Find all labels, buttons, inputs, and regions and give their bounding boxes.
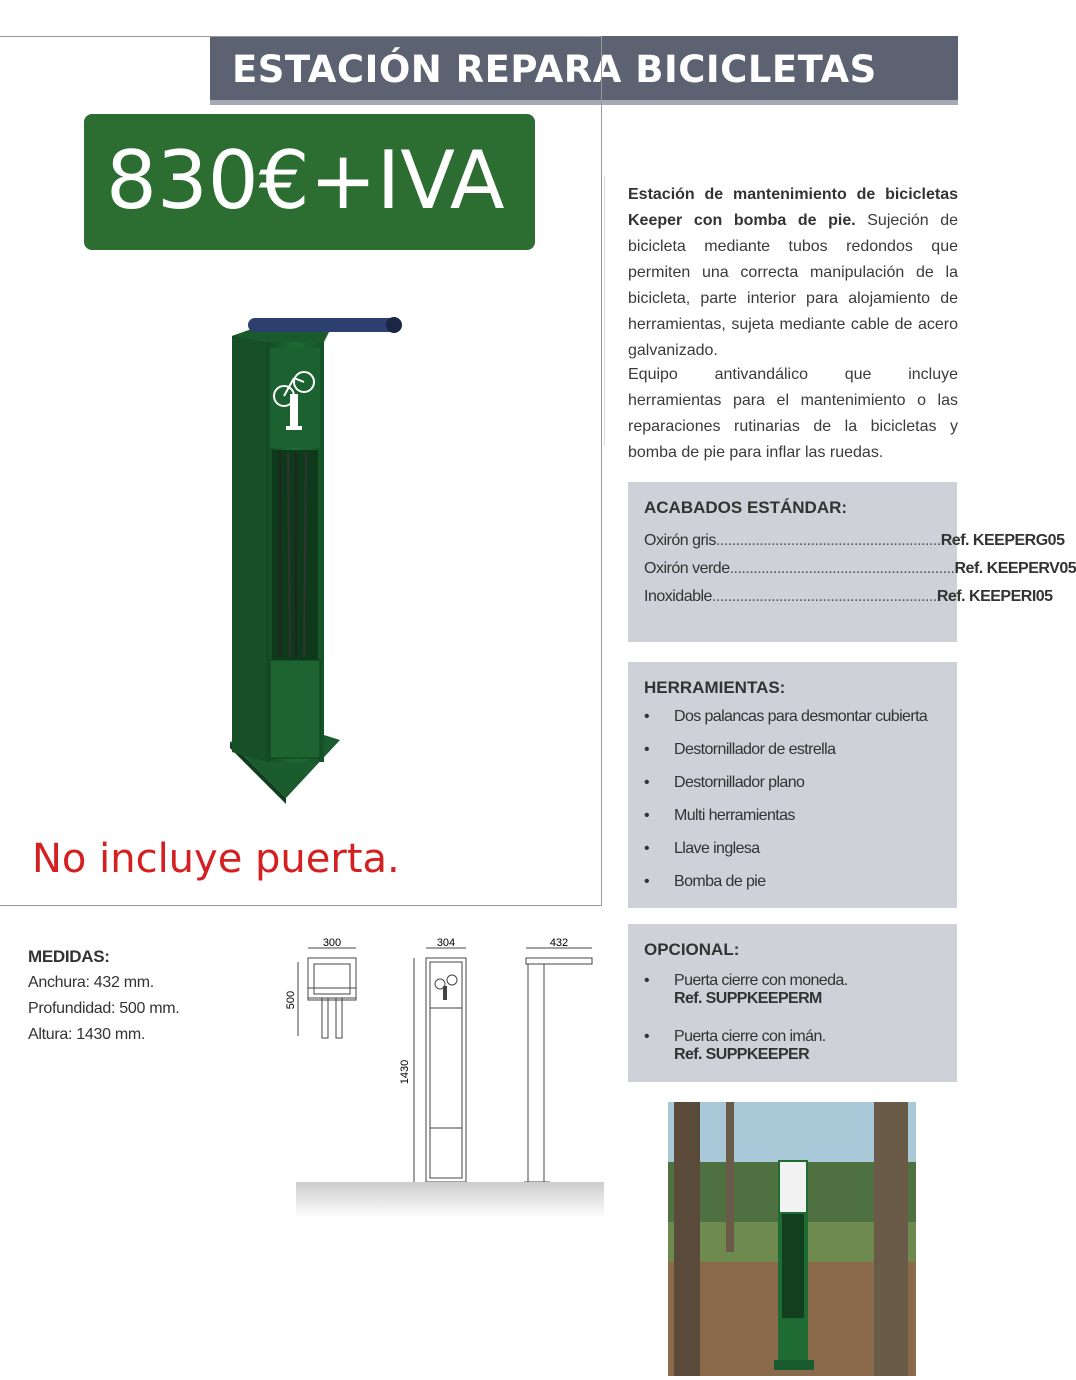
- description-p2: Equipo antivandálico que incluye herramientas para el mantenimiento o las reparaciones rutinarias de la bicicletas y bomba de pie para inflar las ruedas.: [628, 366, 958, 461]
- finishes-title: ACABADOS ESTÁNDAR:: [644, 498, 848, 517]
- floor-shadow: [296, 1182, 604, 1218]
- leader-dots: .........................................................: [729, 560, 955, 577]
- finish-name: Oxirón gris: [644, 532, 716, 549]
- finish-row: [644, 560, 1076, 578]
- no-door-notice: No incluye puerta.: [32, 836, 400, 882]
- dim-side-width: 432: [549, 937, 569, 949]
- tools-panel: [628, 662, 957, 908]
- list-item: • Bomba de pie: [644, 873, 766, 890]
- list-item: • Destornillador plano: [644, 774, 805, 791]
- technical-drawing: [280, 932, 610, 1222]
- finish-row: [644, 588, 1053, 606]
- repair-station-image: [222, 312, 412, 804]
- finish-ref: Ref. KEEPERI05: [936, 588, 1053, 605]
- list-item: • Llave inglesa: [644, 840, 760, 857]
- dim-top-depth: 500: [285, 990, 297, 1010]
- measures-title: MEDIDAS:: [28, 947, 110, 966]
- measure-width: Anchura: 432 mm.: [28, 974, 154, 991]
- description-p1: [628, 182, 958, 364]
- leader-dots: .........................................................: [711, 588, 937, 605]
- dim-front-height: 1430: [399, 1059, 411, 1085]
- finish-ref: Ref. KEEPERG05: [940, 532, 1065, 549]
- tools-title: HERRAMIENTAS:: [644, 678, 786, 697]
- list-item: • Dos palancas para desmontar cubierta: [644, 708, 928, 725]
- measure-height: Altura: 1430 mm.: [28, 1026, 146, 1043]
- finish-ref: Ref. KEEPERV05: [954, 560, 1076, 577]
- finishes-panel: [628, 482, 1076, 642]
- list-item: • Multi herramientas: [644, 807, 795, 824]
- dim-front-width: 304: [436, 937, 456, 949]
- divider: [604, 176, 605, 446]
- page-title: ESTACIÓN REPARA BICICLETAS: [232, 48, 877, 91]
- measures-block: [28, 944, 179, 1048]
- optional-title: OPCIONAL:: [644, 940, 740, 959]
- finish-name: Inoxidable: [644, 588, 712, 605]
- finish-name: Oxirón verde: [644, 560, 730, 577]
- installed-photo: [668, 1102, 916, 1376]
- list-item: • Puerta cierre con moneda. Ref. SUPPKEEPERM: [644, 972, 848, 1007]
- finish-row: [644, 532, 1065, 550]
- leader-dots: .........................................................: [715, 532, 941, 549]
- description-rest: Sujeción de bicicleta mediante tubos redondos que permiten una correcta manipulación de la bicicleta, parte interior para alojamiento de herramientas, sujeta mediante cable de acero galvanizado.: [628, 212, 958, 359]
- measure-depth: Profundidad: 500 mm.: [28, 1000, 180, 1017]
- optional-panel: [628, 924, 957, 1082]
- description-bold: Estación de mantenimiento de bicicletas Keeper con bomba de pie.: [628, 186, 958, 229]
- list-item: • Puerta cierre con imán. Ref. SUPPKEEPER: [644, 1028, 826, 1063]
- list-item: • Destornillador de estrella: [644, 741, 836, 758]
- price-text: 830€+IVA: [106, 134, 505, 227]
- dim-top-width: 300: [322, 937, 342, 949]
